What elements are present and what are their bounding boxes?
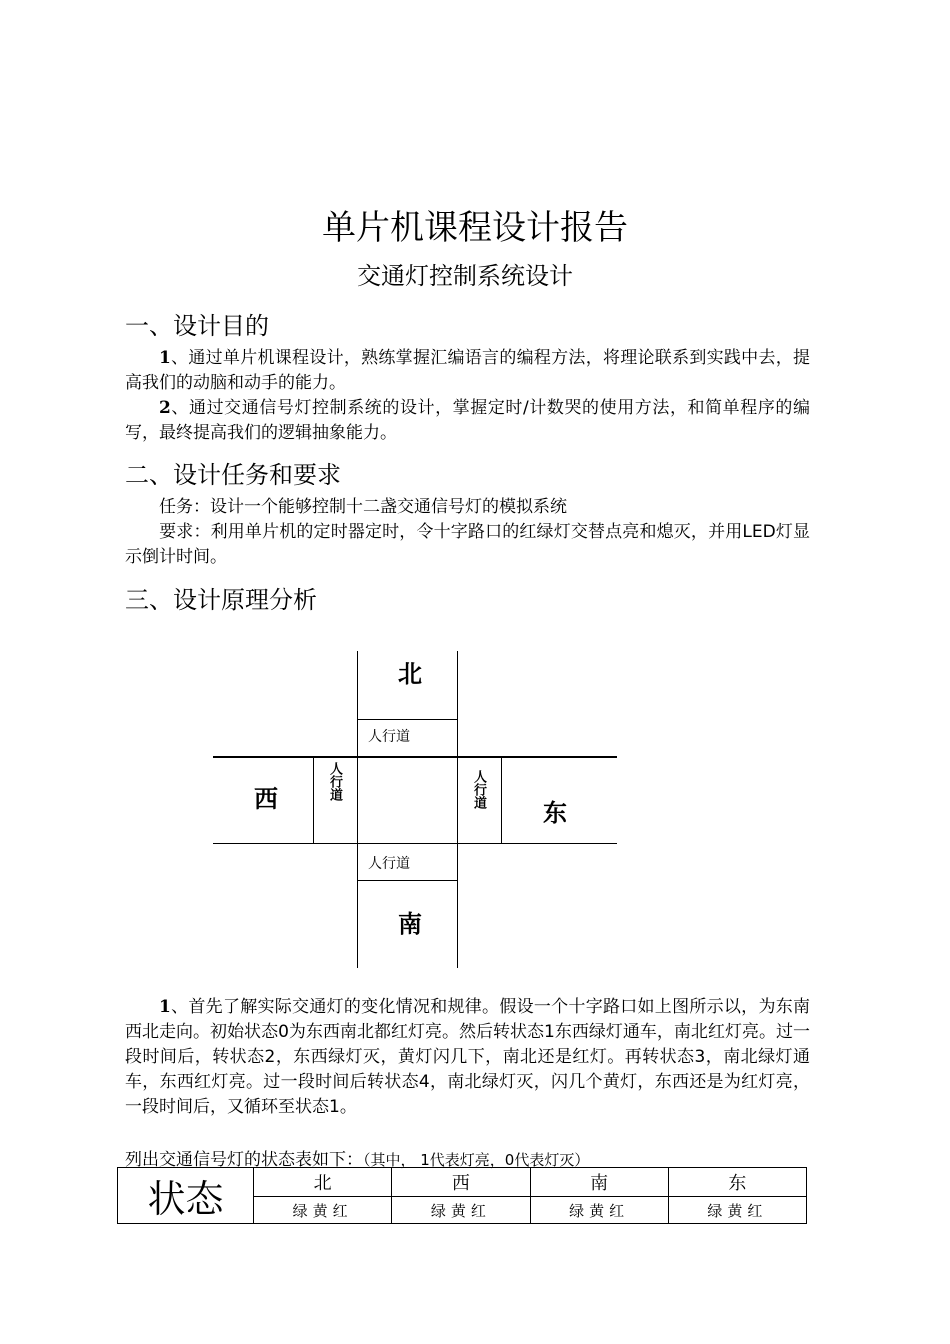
section-1-paragraph-1	[125, 346, 810, 396]
paragraph-number: 1	[159, 997, 171, 1017]
paragraph-text: 、通过单片机课程设计，熟练掌握汇编语言的编程方法，将理论联系到实践中去，提高我们的动脑和动手的能力。	[125, 348, 810, 393]
section-1-heading: 一、设计目的	[125, 312, 269, 340]
caption-note: （其中， 1代表灯亮，0代表灯灭）	[363, 1151, 590, 1169]
crosswalk-line	[501, 757, 502, 844]
report-title: 单片机课程设计报告	[322, 208, 628, 248]
lamps-south-cell: 绿黄红	[530, 1197, 668, 1224]
crosswalk-bottom-label: 人行道	[368, 856, 410, 872]
requirement-text: 要求：利用单片机的定时器定时，令十字路口的红绿灯交替点亮和熄灭，并用LED灯显示倒计时间。	[125, 522, 810, 567]
task-text: 任务：设计一个能够控制十二盏交通信号灯的模拟系统	[159, 497, 567, 517]
road-line	[213, 843, 617, 844]
road-line	[213, 756, 617, 758]
crosswalk-right-label: 人行道	[471, 770, 486, 809]
road-line	[357, 651, 358, 757]
section-3-heading: 三、设计原理分析	[125, 586, 317, 614]
lamps-east-cell: 绿黄红	[668, 1197, 806, 1224]
direction-west-cell: 西	[392, 1168, 530, 1197]
paragraph-number: 1	[159, 348, 171, 368]
caption-text: 列出交通信号灯的状态表如下：	[125, 1150, 363, 1170]
direction-north-cell: 北	[254, 1168, 392, 1197]
crosswalk-line	[457, 757, 458, 844]
west-label: 西	[254, 785, 278, 813]
section-2-task	[125, 495, 810, 520]
paragraph-text: 、通过交通信号灯控制系统的设计，掌握定时/计数哭的使用方法，和简单程序的编写，最终提高我们的逻辑抽象能力。	[125, 398, 810, 443]
crosswalk-line	[357, 880, 458, 881]
crosswalk-line	[357, 719, 458, 720]
direction-south-cell: 南	[530, 1168, 668, 1197]
north-label: 北	[398, 660, 422, 688]
section-2-heading: 二、设计任务和要求	[125, 461, 341, 489]
section-1-paragraph-2	[125, 396, 810, 446]
lamps-north-cell: 绿黄红	[254, 1197, 392, 1224]
paragraph-text: 、首先了解实际交通灯的变化情况和规律。假设一个十字路口如上图所示以，为东南西北走向。初始状态0为东西南北都红灯亮。然后转状态1东西绿灯通车，南北红灯亮。过一段时间后，转状态2，东西绿灯灭，黄灯闪几下，南北还是红灯。再转状态3，南北绿灯通车，东西红灯亮。过一段时间后转状态4，南北绿灯灭，闪几个黄灯，东西还是为红灯亮，一段时间后，又循环至状态1。	[125, 997, 810, 1117]
section-3-paragraph-1	[125, 995, 810, 1120]
crosswalk-left-label: 人行道	[327, 762, 342, 801]
section-2-requirement	[125, 520, 810, 570]
lamps-west-cell: 绿黄红	[392, 1197, 530, 1224]
paragraph-number: 2	[159, 398, 171, 418]
state-table	[117, 1167, 807, 1224]
crosswalk-top-label: 人行道	[368, 729, 410, 745]
crosswalk-line	[357, 757, 358, 844]
table-row	[118, 1168, 807, 1197]
direction-east-cell: 东	[668, 1168, 806, 1197]
road-line	[457, 843, 458, 968]
crosswalk-line	[313, 757, 314, 844]
road-line	[457, 651, 458, 757]
report-subtitle: 交通灯控制系统设计	[357, 262, 573, 290]
road-line	[357, 843, 358, 968]
east-label: 东	[543, 799, 567, 827]
south-label: 南	[398, 910, 422, 938]
state-header-cell: 状态	[118, 1168, 254, 1224]
